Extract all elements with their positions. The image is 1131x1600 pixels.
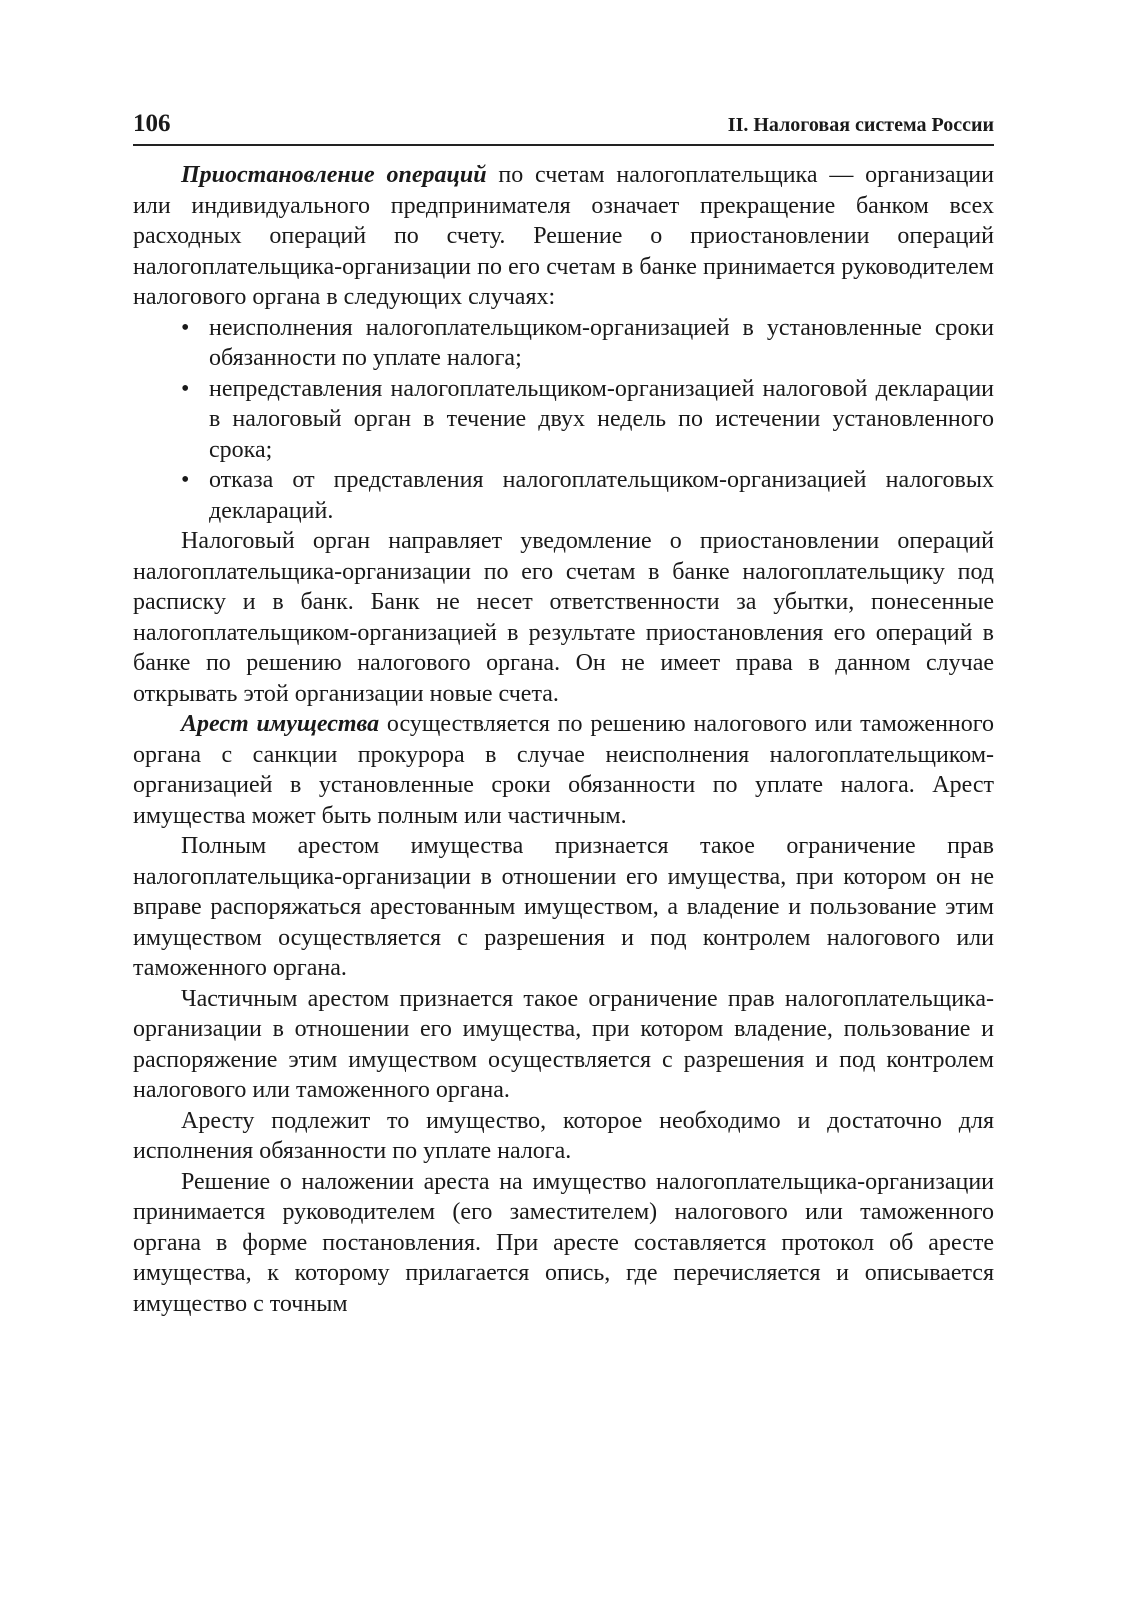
bullet-icon: • bbox=[181, 375, 190, 402]
running-title: II. Налоговая система России bbox=[727, 114, 994, 136]
list-item bbox=[181, 465, 994, 526]
list-item-text: неисполнения налогоплательщиком-организацией в установленные сроки обязанности по уплате налога; bbox=[209, 314, 994, 371]
term-suspension: Приостановление операций bbox=[181, 162, 487, 188]
book-page bbox=[133, 110, 994, 1319]
paragraph-full-arrest: Полным арестом имущества признается такое ограничение прав налогоплательщика-организации в отношении его имущества, при котором он не вправе распоряжаться арестованным имуществом, а владение и пользование этим имуществом осуществляется с разрешения и под контролем налогового или таможенного органа. bbox=[133, 833, 994, 981]
page-header bbox=[133, 110, 994, 146]
paragraph-suspension-text: по счетам налогоплательщика — организации или индивидуального предпринимателя означает прекращение банком всех расходных операций по счету. Решение о приостановлении операций налогоплательщика-организации по его счетам в банке принимается руководителем налогового органа в следующих случаях: bbox=[133, 162, 994, 310]
paragraph-suspension bbox=[133, 160, 994, 313]
paragraph-notification: Налоговый орган направляет уведомление о приостановлении операций налогоплательщика-организации по его счетам в банке налогоплательщику под расписку и в банк. Банк не несет ответственности за убытки, понесенные налогоплательщиком-организацией в результате приостановления его операций в банке по решению налогового органа. Он не имеет права в данном случае открывать этой организации новые счета. bbox=[133, 528, 994, 707]
paragraph-arrest bbox=[133, 709, 994, 831]
bullet-icon: • bbox=[181, 467, 190, 493]
bullet-list bbox=[133, 313, 994, 527]
paragraph-arrest-text: осуществляется по решению налогового или таможенного органа с санкции прокурора в случае неисполнения налогоплательщиком-организацией в установленные сроки обязанности по уплате налога. Арест имущества может быть полным или частичным. bbox=[133, 711, 995, 829]
list-item bbox=[181, 374, 994, 466]
list-item-text: отказа от представления налогоплательщиком-организацией налоговых деклараций. bbox=[209, 467, 994, 524]
list-item bbox=[181, 313, 994, 374]
paragraph-partial-arrest: Частичным арестом признается такое ограничение прав налогоплательщика-организации в отношении его имущества, при котором владение, пользование и распоряжение этим имуществом осуществляется с разрешения и под контролем налогового или таможенного органа. bbox=[133, 985, 994, 1103]
page-number: 106 bbox=[133, 110, 171, 137]
paragraph-arrest-scope: Аресту подлежит то имущество, которое необходимо и достаточно для исполнения обязанности по уплате налога. bbox=[133, 1107, 994, 1164]
list-item-text: непредставления налогоплательщиком-организацией налоговой декларации в налоговый орган в течение двух недель по истечении установленного срока; bbox=[209, 375, 994, 463]
page-text bbox=[133, 160, 994, 1319]
bullet-icon: • bbox=[181, 314, 190, 341]
term-arrest: Арест имущества bbox=[181, 711, 380, 737]
paragraph-arrest-decision: Решение о наложении ареста на имущество налогоплательщика-организации принимается руководителем (его заместителем) налогового или таможенного органа в форме постановления. При аресте составляется протокол об аресте имущества, к которому прилагается опись, где перечисляется и описывается имущество с точным bbox=[133, 1168, 994, 1317]
